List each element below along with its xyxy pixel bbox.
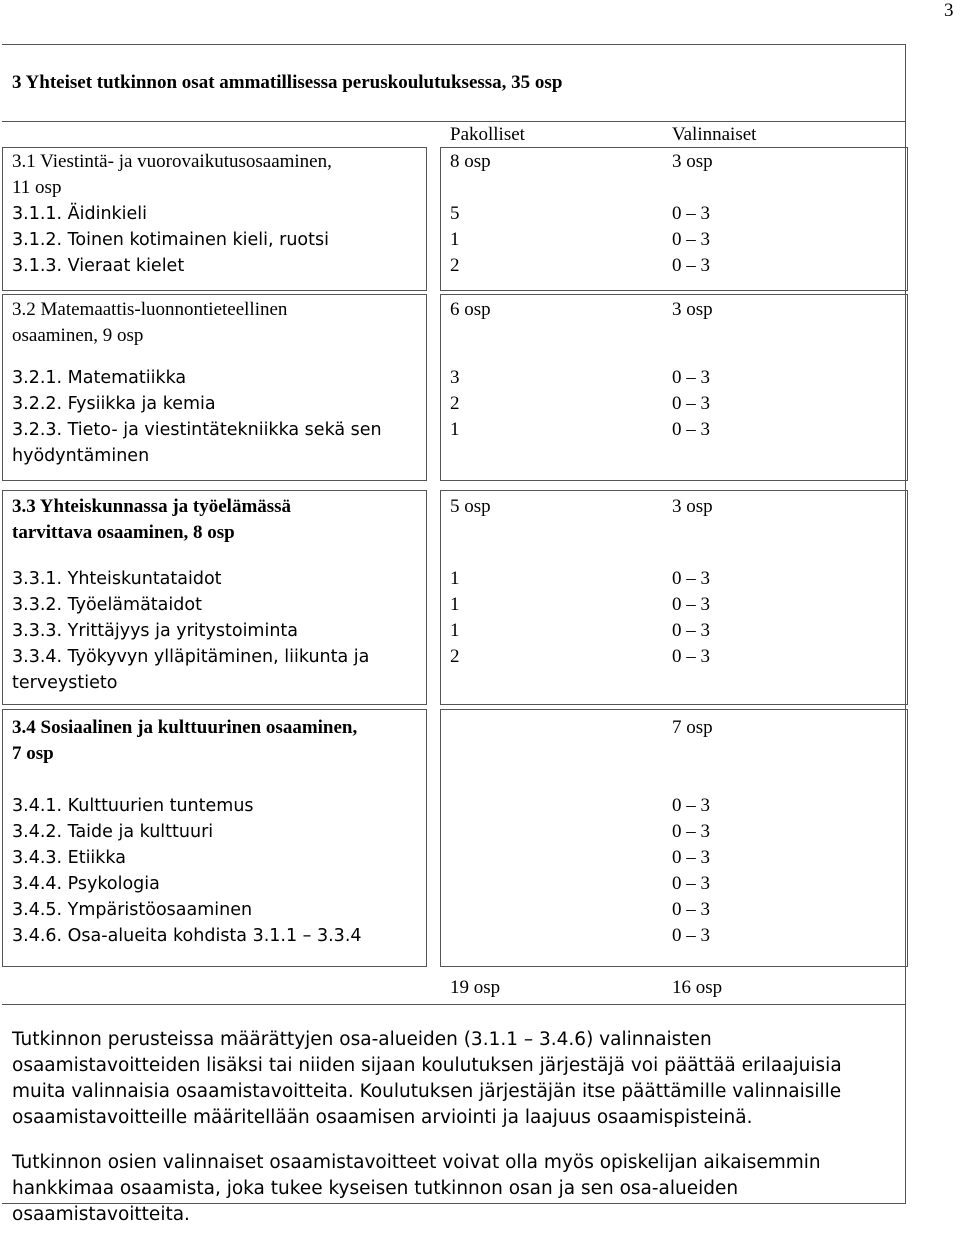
section-mandatory-total: 8 osp — [450, 151, 491, 172]
list-item: terveystieto — [12, 673, 118, 693]
mandatory-value: 5 — [450, 203, 460, 224]
list-item: 3.4.2. Taide ja kulttuuri — [12, 822, 214, 842]
section-optional-total: 3 osp — [672, 496, 713, 517]
list-item: 3.3.4. Työkyvyn ylläpitäminen, liikunta ja — [12, 647, 370, 667]
optional-value: 0 – 3 — [672, 419, 710, 440]
list-item: 3.2.2. Fysiikka ja kemia — [12, 394, 216, 414]
section-title: 3.3 Yhteiskunnassa ja työelämässä — [12, 496, 292, 517]
optional-value: 0 – 3 — [672, 620, 710, 641]
optional-value: 0 – 3 — [672, 795, 710, 816]
section-title: osaaminen, 9 osp — [12, 325, 144, 346]
section-optional-total: 7 osp — [672, 717, 713, 738]
section-title: 7 osp — [12, 743, 54, 764]
section-optional-total: 3 osp — [672, 151, 713, 172]
optional-value: 0 – 3 — [672, 873, 710, 894]
optional-value: 0 – 3 — [672, 847, 710, 868]
optional-value: 0 – 3 — [672, 367, 710, 388]
optional-value: 0 – 3 — [672, 594, 710, 615]
mandatory-value: 3 — [450, 367, 460, 388]
page-number: 3 — [944, 0, 954, 21]
total-mandatory: 19 osp — [450, 977, 501, 998]
list-item: 3.4.6. Osa-alueita kohdista 3.1.1 – 3.3.4 — [12, 926, 362, 946]
column-header-optional: Valinnaiset — [672, 124, 757, 145]
optional-value: 0 – 3 — [672, 393, 710, 414]
optional-value: 0 – 3 — [672, 229, 710, 250]
section-title: tarvittava osaaminen, 8 osp — [12, 522, 235, 543]
optional-value: 0 – 3 — [672, 203, 710, 224]
list-item: 3.3.2. Työelämätaidot — [12, 595, 202, 615]
optional-value: 0 – 3 — [672, 925, 710, 946]
mandatory-value: 1 — [450, 568, 460, 589]
optional-value: 0 – 3 — [672, 646, 710, 667]
list-item: hyödyntäminen — [12, 446, 150, 466]
mandatory-value: 1 — [450, 594, 460, 615]
section-mandatory-total: 6 osp — [450, 299, 491, 320]
list-item: 3.1.2. Toinen kotimainen kieli, ruotsi — [12, 230, 329, 250]
optional-value: 0 – 3 — [672, 568, 710, 589]
list-item: 3.3.3. Yrittäjyys ja yritystoiminta — [12, 621, 299, 641]
section-mandatory-total: 5 osp — [450, 496, 491, 517]
list-item: 3.1.3. Vieraat kielet — [12, 256, 185, 276]
section-optional-total: 3 osp — [672, 299, 713, 320]
list-item: 3.4.3. Etiikka — [12, 848, 126, 868]
mandatory-value: 1 — [450, 419, 460, 440]
mandatory-value: 2 — [450, 646, 460, 667]
list-item: 3.2.3. Tieto- ja viestintätekniikka sekä sen — [12, 420, 382, 440]
table-heading: 3 Yhteiset tutkinnon osat ammatillisessa peruskoulutuksessa, 35 osp — [12, 72, 563, 93]
note-paragraph: Tutkinnon osien valinnaiset osaamistavoitteet voivat olla myös opiskelijan aikaisemmin hankkimaa osaamista, joka tukee kyseisen tutkinnon osan ja sen osa-alueiden osaamistavoitteita. — [12, 1152, 821, 1225]
list-item: 3.4.4. Psykologia — [12, 874, 160, 894]
section-title: 3.4 Sosiaalinen ja kulttuurinen osaaminen, — [12, 717, 358, 738]
note-paragraph: Tutkinnon perusteissa määrättyjen osa-alueiden (3.1.1 – 3.4.6) valinnaisten osaamistavoitteiden lisäksi tai niiden sijaan koulutuksen järjestäjä voi päättää erilaajuisia muita valinnaisia osaamistavoitteita. Koulutuksen järjestäjän itse päättämille valinnaisille osaamistavoitteille määritellään osaamisen arviointi ja laajuus osaamispisteinä. — [12, 1029, 842, 1128]
optional-value: 0 – 3 — [672, 821, 710, 842]
list-item: 3.4.1. Kulttuurien tuntemus — [12, 796, 254, 816]
list-item: 3.4.5. Ympäristöosaaminen — [12, 900, 253, 920]
optional-value: 0 – 3 — [672, 255, 710, 276]
table-divider — [2, 1004, 906, 1005]
section-title: 3.1 Viestintä- ja vuorovaikutusosaaminen, — [12, 151, 332, 172]
mandatory-value: 2 — [450, 393, 460, 414]
mandatory-value: 1 — [450, 620, 460, 641]
section-title: 3.2 Matemaattis-luonnontieteellinen — [12, 299, 288, 320]
list-item: 3.3.1. Yhteiskuntataidot — [12, 569, 222, 589]
mandatory-value: 2 — [450, 255, 460, 276]
mandatory-value: 1 — [450, 229, 460, 250]
optional-value: 0 – 3 — [672, 899, 710, 920]
section-title: 11 osp — [12, 177, 62, 198]
total-optional: 16 osp — [672, 977, 723, 998]
list-item: 3.1.1. Äidinkieli — [12, 204, 148, 224]
list-item: 3.2.1. Matematiikka — [12, 368, 187, 388]
column-header-mandatory: Pakolliset — [450, 124, 525, 145]
